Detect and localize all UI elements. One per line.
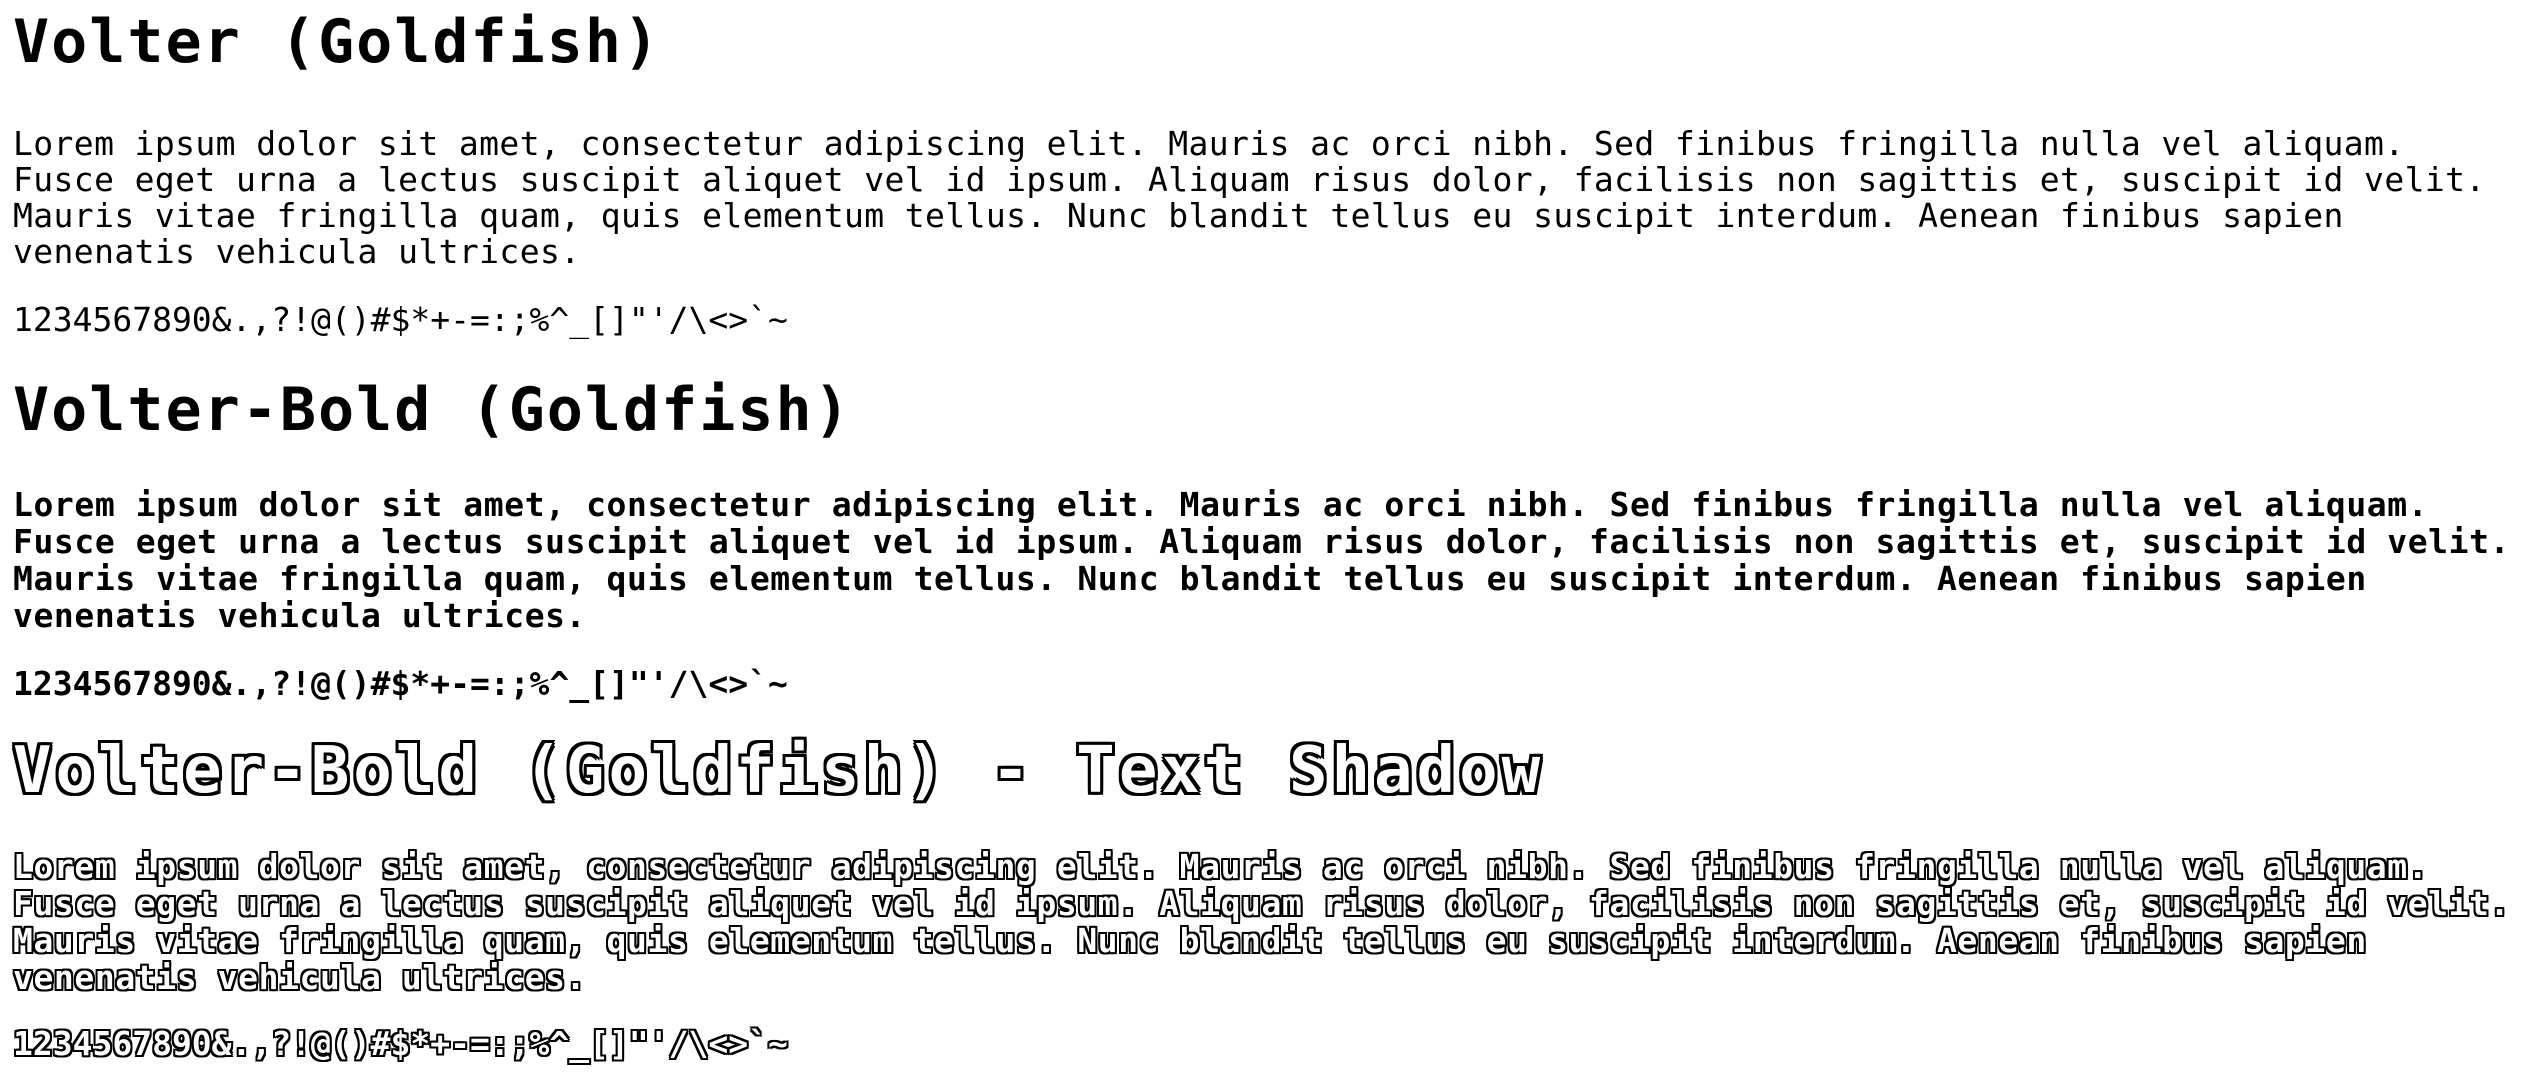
section-heading: Volter-Bold (Goldfish) - Text Shadow bbox=[13, 734, 1545, 808]
specimen-section-regular bbox=[13, 8, 2516, 338]
section-heading: Volter-Bold (Goldfish) bbox=[13, 375, 852, 445]
glyph-sample: 1234567890&.,?!@()#$*+-=:;%^_[]"'/\<>`~ bbox=[13, 1024, 788, 1063]
section-heading: Volter (Goldfish) bbox=[13, 7, 662, 77]
sample-paragraph: Lorem ipsum dolor sit amet, consectetur adipiscing elit. Mauris ac orci nibh. Sed finibus fringilla nulla vel aliquam. Fusce eget urna a lectus suscipit aliquet vel id ipsum. Aliquam risus dolor, facilisis non sagittis et, suscipit id velit. Mauris vitae fringilla quam, quis elementum tellus. Nunc blandit tellus eu suscipit interdum. Aenean finibus sapien venenatis vehicula ultrices. bbox=[13, 485, 2511, 635]
sample-paragraph: Lorem ipsum dolor sit amet, consectetur adipiscing elit. Mauris ac orci nibh. Sed finibus fringilla nulla vel aliquam. Fusce eget urna a lectus suscipit aliquet vel id ipsum. Aliquam risus dolor, facilisis non sagittis et, suscipit id velit. Mauris vitae fringilla quam, quis elementum tellus. Nunc blandit tellus eu suscipit interdum. Aenean finibus sapien venenatis vehicula ultrices. bbox=[13, 847, 2511, 997]
font-specimen-page bbox=[0, 8, 2526, 1074]
glyph-sample: 1234567890&.,?!@()#$*+-=:;%^_[]"'/\<>`~ bbox=[13, 300, 788, 339]
specimen-section-bold-shadow bbox=[13, 736, 2516, 1062]
specimen-section-bold bbox=[13, 376, 2516, 702]
glyph-sample: 1234567890&.,?!@()#$*+-=:;%^_[]"'/\<>`~ bbox=[13, 664, 788, 703]
sample-paragraph: Lorem ipsum dolor sit amet, consectetur adipiscing elit. Mauris ac orci nibh. Sed finibus fringilla nulla vel aliquam. Fusce eget urna a lectus suscipit aliquet vel id ipsum. Aliquam risus dolor, facilisis non sagittis et, suscipit id velit. Mauris vitae fringilla quam, quis elementum tellus. Nunc blandit tellus eu suscipit interdum. Aenean finibus sapien venenatis vehicula ultrices. bbox=[13, 124, 2486, 271]
